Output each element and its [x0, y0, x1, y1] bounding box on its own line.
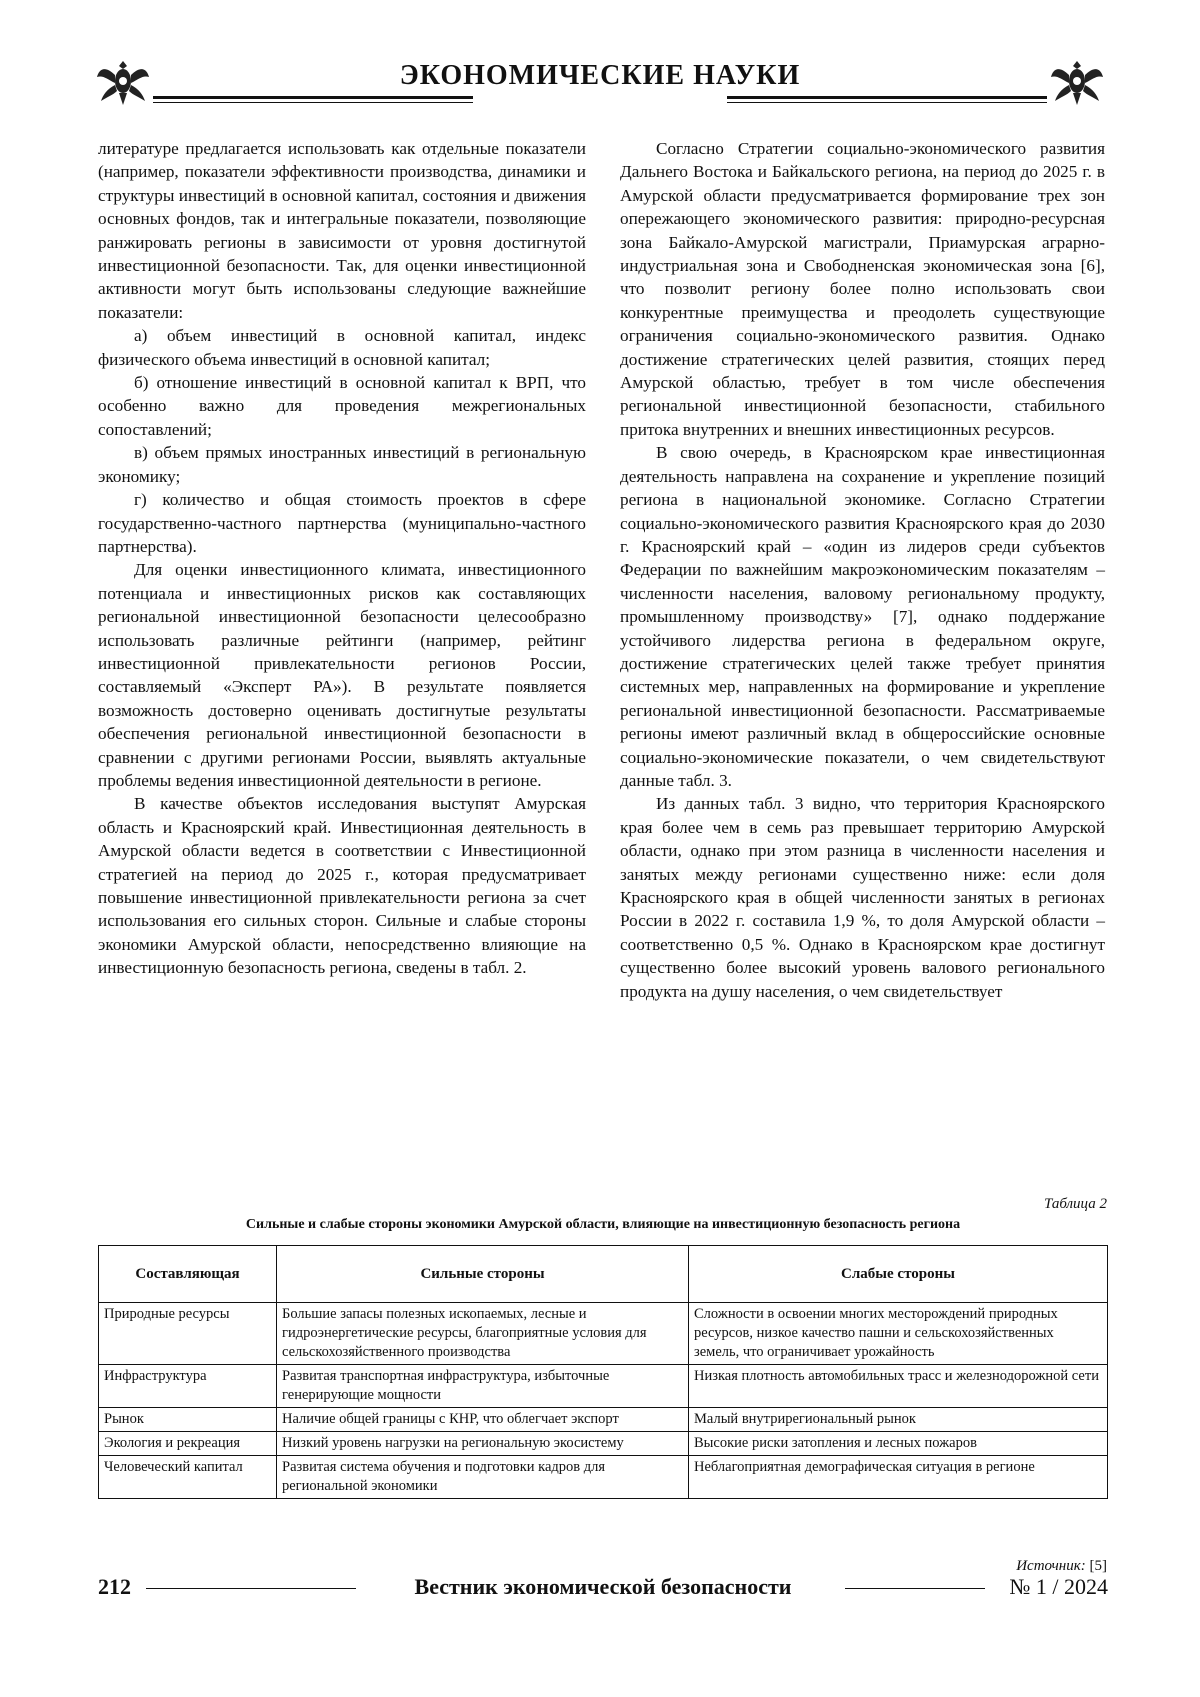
table-row — [99, 1432, 1108, 1456]
column-header: Составляющая — [99, 1246, 277, 1303]
left-text-column — [98, 137, 586, 980]
table-row — [99, 1408, 1108, 1432]
table-row — [99, 1456, 1108, 1499]
table-cell: Природные ресурсы — [99, 1303, 277, 1365]
paragraph: Для оценки инвестиционного климата, инвестиционного потенциала и инвестиционных рисков как составляющих региональной инвестиционной безопасности целесообразно использовать различные рейтинги (например, рейтинг инвестиционной привлекательности регионов России, составляемый «Эксперт РА»). В результате появляется возможность достоверно оценивать достигнутые результаты обеспечения региональной инвестиционной безопасности в сравнении с другими регионами России, выявлять актуальные проблемы ведения инвестиционной деятельности в регионе. — [98, 558, 586, 792]
list-item: в) объем прямых иностранных инвестиций в региональную экономику; — [98, 441, 586, 488]
list-item: б) отношение инвестиций в основной капитал к ВРП, что особенно важно для проведения межрегиональных сопоставлений; — [98, 371, 586, 441]
paragraph: В качестве объектов исследования выступят Амурская область и Красноярский край. Инвестиционная деятельность в Амурской области ведется в соответствии с Инвестиционной стратегией на период до 2025 г., которая предусматривает повышение инвестиционной привлекательности региона за счет использования его сильных сторон. Сильные и слабые стороны экономики Амурской области, непосредственно влияющие на инвестиционную безопасность региона, сведены в табл. 2. — [98, 792, 586, 979]
table-cell: Инфраструктура — [99, 1365, 277, 1408]
page-footer — [98, 1574, 1108, 1604]
header-rule-left — [153, 96, 473, 99]
source-label: Источник: — [1016, 1558, 1086, 1574]
table-row — [99, 1303, 1108, 1365]
table-cell: Сложности в освоении многих месторождений природных ресурсов, низкое качество пашни и сельскохозяйственных земель, что ограничивает урожайность — [689, 1303, 1108, 1365]
table-cell: Экология и рекреация — [99, 1432, 277, 1456]
column-header: Сильные стороны — [277, 1246, 689, 1303]
table-cell: Низкая плотность автомобильных трасс и железнодорожной сети — [689, 1365, 1108, 1408]
table-label: Таблица 2 — [1044, 1196, 1107, 1213]
table-cell: Наличие общей границы с КНР, что облегчает экспорт — [277, 1408, 689, 1432]
paragraph: В свою очередь, в Красноярском крае инвестиционная деятельность направлена на сохранение и укрепление позиций региона в национальной экономике. Согласно Стратегии социально-экономического развития Красноярского края до 2030 г. Красноярский край – «один из лидеров среди субъектов Федерации по важнейшим макроэкономическим показателям – численности населения, валовому региональному продукту, промышленному производству» [7], однако поддержание устойчивого лидерства региона в федеральном округе, достижение стратегических целей также требует принятия системных мер, направленных на формирование и укрепление региональной инвестиционной безопасности. Рассматриваемые регионы имеют различный вклад в общероссийские основные социально-экономические показатели, о чем свидетельствуют данные табл. 3. — [620, 441, 1105, 792]
header-rule-left-thin — [153, 102, 473, 103]
footer-rule-right — [845, 1588, 985, 1589]
paragraph: Из данных табл. 3 видно, что территория Красноярского края более чем в семь раз превышает территорию Амурской области, однако при этом разница в численности населения и занятых между регионами существенно ниже: если доля Красноярского края в общей численности занятых в регионах России в 2022 г. составила 1,9 %, то доля Амурской области – соответственно 0,5 %. Однако в Красноярском крае достигнут существенно более высокий уровень валового регионального продукта на душу населения, о чем свидетельствует — [620, 792, 1105, 1003]
table-cell: Высокие риски затопления и лесных пожаров — [689, 1432, 1108, 1456]
table-row — [99, 1365, 1108, 1408]
table-cell: Человеческий капитал — [99, 1456, 277, 1499]
table-cell: Неблагоприятная демографическая ситуация в регионе — [689, 1456, 1108, 1499]
table-cell: Малый внутрирегиональный рынок — [689, 1408, 1108, 1432]
right-text-column — [620, 137, 1105, 1003]
double-headed-eagle-emblem-icon — [1049, 55, 1105, 107]
list-item: а) объем инвестиций в основной капитал, индекс физического объема инвестиций в основной капитал; — [98, 324, 586, 371]
source-reference: [5] — [1090, 1558, 1108, 1574]
table-cell: Развитая транспортная инфраструктура, избыточные генерирующие мощности — [277, 1365, 689, 1408]
journal-title: Вестник экономической безопасности — [98, 1574, 1108, 1600]
header-rule-right — [727, 96, 1047, 99]
strengths-weaknesses-table — [98, 1245, 1108, 1499]
column-header: Слабые стороны — [689, 1246, 1108, 1303]
table-cell: Рынок — [99, 1408, 277, 1432]
page-number: 212 — [98, 1574, 131, 1600]
table-cell: Низкий уровень нагрузки на региональную экосистему — [277, 1432, 689, 1456]
table-caption: Сильные и слабые стороны экономики Амурской области, влияющие на инвестиционную безопасность региона — [98, 1217, 1108, 1233]
section-title: ЭКОНОМИЧЕСКИЕ НАУКИ — [95, 60, 1105, 92]
paragraph: литературе предлагается использовать как отдельные показатели (например, показатели эффективности производства, динамики и структуры инвестиций в основной капитал, состояния и движения основных фондов, так и интегральные показатели, позволяющие ранжировать регионы в зависимости от уровня достигнутой инвестиционной безопасности. Так, для оценки инвестиционной активности могут быть использованы следующие важнейшие показатели: — [98, 137, 586, 324]
paragraph: Согласно Стратегии социально-экономического развития Дальнего Востока и Байкальского региона, на период до 2025 г. в Амурской области предусматривается формирование трех зон опережающего экономического развития: природно-ресурсная зона Байкало-Амурской магистрали, Приамурская аграрно-индустриальная зона и Свободненская экономическая зона [6], что позволит региону более полно использовать свои конкурентные преимущества и преодолеть существующие ограничения социально-экономического развития. Однако достижение стратегических целей развития, стоящих перед Амурской областью, требует в том числе обеспечения региональной инвестиционной безопасности, стабильного притока внутренних и внешних инвестиционных ресурсов. — [620, 137, 1105, 441]
issue-number: № 1 / 2024 — [1009, 1574, 1108, 1600]
table-header-row — [99, 1246, 1108, 1303]
page-header — [95, 50, 1105, 120]
header-rule-right-thin — [727, 102, 1047, 103]
table-cell: Большие запасы полезных ископаемых, лесные и гидроэнергетические ресурсы, благоприятные условия для сельскохозяйственного производства — [277, 1303, 689, 1365]
table-source — [1016, 1558, 1107, 1575]
table-cell: Развитая система обучения и подготовки кадров для региональной экономики — [277, 1456, 689, 1499]
list-item: г) количество и общая стоимость проектов в сфере государственно-частного партнерства (муниципально-частного партнерства). — [98, 488, 586, 558]
